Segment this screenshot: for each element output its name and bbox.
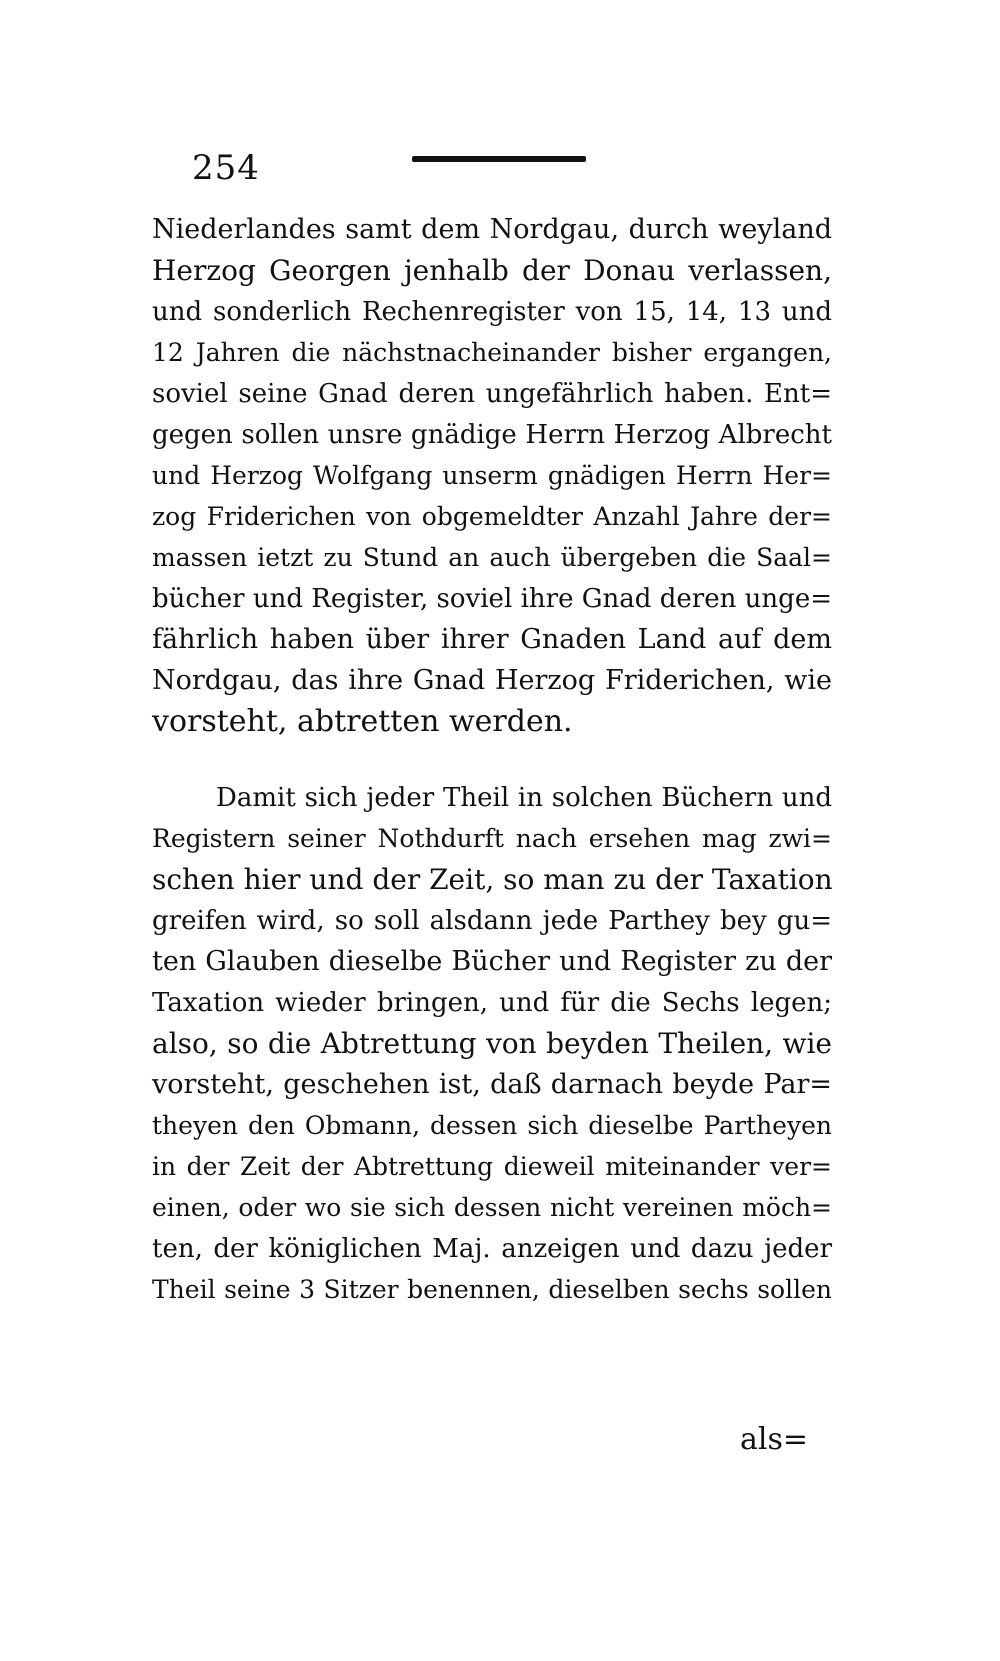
text-line: und sonderlich Rechenregister von 15, 14, 13 und (152, 297, 832, 327)
text-line: massen ietzt zu Stund an auch übergeben die Saal= (152, 543, 832, 572)
text-line: ten, der königlichen Maj. anzeigen und dazu jeder (152, 1234, 832, 1264)
text-line: gegen sollen unsre gnädige Herrn Herzog Albrecht (152, 420, 832, 450)
text-line: zog Friderichen von obgemeldter Anzahl Jahre der= (152, 502, 832, 531)
text-line: Nordgau, das ihre Gnad Herzog Friderichen, wie (152, 665, 832, 696)
text-line: in der Zeit der Abtrettung dieweil miteinander ver= (152, 1152, 832, 1181)
text-line: soviel seine Gnad deren ungefährlich haben. Ent= (152, 379, 832, 409)
text-line: 12 Jahren die nächstnacheinander bisher ergangen, (152, 338, 832, 367)
text-line: fährlich haben über ihrer Gnaden Land auf dem (152, 624, 832, 655)
text-line: schen hier und der Zeit, so man zu der Taxation (152, 863, 833, 896)
text-line: Niederlandes samt dem Nordgau, durch weyland (152, 214, 832, 245)
page-number: 254 (192, 148, 260, 188)
text-line: vorsteht, abtretten werden. (152, 704, 573, 739)
text-line: Herzog Georgen jenhalb der Donau verlassen, (152, 254, 832, 287)
text-line: Registern seiner Nothdurft nach ersehen mag zwi= (152, 824, 832, 853)
text-line: also, so die Abtrettung von beyden Theilen, wie (152, 1027, 832, 1060)
text-line: vorsteht, geschehen ist, daß darnach beyde Par= (152, 1069, 832, 1100)
header-rule (412, 156, 586, 162)
catchword: als= (740, 1422, 809, 1457)
text-line: und Herzog Wolfgang unserm gnädigen Herrn Her= (152, 461, 832, 490)
text-line: theyen den Obmann, dessen sich dieselbe Partheyen (152, 1111, 832, 1140)
text-line: bücher und Register, soviel ihre Gnad deren unge= (152, 584, 832, 614)
text-line: einen, oder wo sie sich dessen nicht vereinen möch= (152, 1193, 832, 1222)
text-line: ten Glauben dieselbe Bücher und Register zu der (152, 946, 832, 977)
text-line: greifen wird, so soll alsdann jede Parthey bey gu= (152, 906, 832, 936)
text-line: Theil seine 3 Sitzer benennen, dieselben sechs sollen (152, 1275, 832, 1304)
text-line: Damit sich jeder Theil in solchen Büchern und (216, 783, 832, 813)
text-line: Taxation wieder bringen, und für die Sechs legen; (152, 988, 832, 1018)
